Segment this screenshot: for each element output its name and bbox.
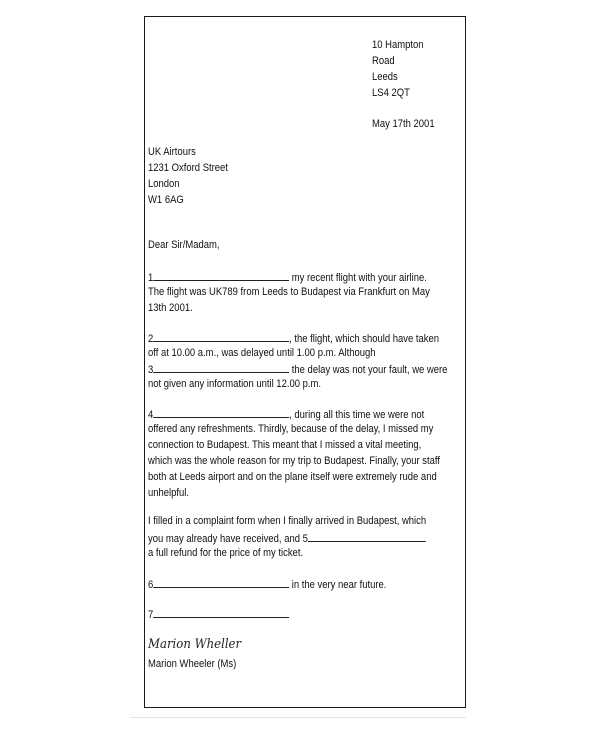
salutation: Dear Sir/Madam, xyxy=(148,239,220,251)
blank-line-2[interactable] xyxy=(153,330,289,342)
recipient-address-line-3: London xyxy=(148,178,180,190)
blank-line-3[interactable] xyxy=(153,361,289,373)
blank-number-5: 5 xyxy=(302,533,308,545)
sender-address-line-3: Leeds xyxy=(372,71,398,83)
paragraph-1-line-1 xyxy=(148,269,427,287)
paragraph-5-text: in the very near future. xyxy=(289,579,387,591)
paragraph-3-text: , during all this time we were not xyxy=(289,409,425,421)
closing-line xyxy=(148,606,289,624)
blank-line-1[interactable] xyxy=(153,269,289,281)
sender-address-line-2: Road xyxy=(372,55,395,67)
paragraph-2-text-3: the delay was not your fault, we were xyxy=(289,364,448,376)
paragraph-4-text: you may already have received, and xyxy=(148,533,303,545)
paragraph-4-line-1: I filled in a complaint form when I finally arrived in Budapest, which xyxy=(148,515,427,527)
blank-number-2: 2 xyxy=(148,333,154,345)
paragraph-2-line-3 xyxy=(148,361,447,379)
paragraph-4-line-3: a full refund for the price of my ticket. xyxy=(148,547,304,559)
blank-number-6: 6 xyxy=(148,579,154,591)
paragraph-1-text: my recent flight with your airline. xyxy=(289,272,427,284)
sender-address-line-1: 10 Hampton xyxy=(372,39,424,51)
paragraph-3-line-5: both at Leeds airport and on the plane itself were extremely rude and xyxy=(148,471,437,483)
blank-number-4: 4 xyxy=(148,409,154,421)
paragraph-4-line-2 xyxy=(148,530,426,548)
paragraph-2-line-1 xyxy=(148,330,439,348)
paragraph-1-line-3: 13th 2001. xyxy=(148,302,193,314)
paragraph-3-line-1 xyxy=(148,406,424,424)
paragraph-2-line-2: off at 10.00 a.m., was delayed until 1.00 p.m. Although xyxy=(148,347,376,359)
blank-number-1: 1 xyxy=(148,272,154,284)
signed-name: Marion Wheeler (Ms) xyxy=(148,658,237,670)
paragraph-2-line-4: not given any information until 12.00 p.m. xyxy=(148,378,322,390)
blank-number-3: 3 xyxy=(148,364,154,376)
blank-line-6[interactable] xyxy=(153,576,289,588)
paragraph-5-line-1 xyxy=(148,576,386,594)
paragraph-3-line-3: connection to Budapest. This meant that I missed a vital meeting, xyxy=(148,439,422,451)
handwritten-signature: Marion Wheller xyxy=(148,637,242,652)
blank-line-4[interactable] xyxy=(153,406,289,418)
recipient-address-line-4: W1 6AG xyxy=(148,194,184,206)
paragraph-3-line-4: which was the whole reason for my trip to Budapest. Finally, your staff xyxy=(148,455,440,467)
letter-date: May 17th 2001 xyxy=(372,118,435,130)
paragraph-3-line-2: offered any refreshments. Thirdly, because of the delay, I missed my xyxy=(148,423,434,435)
paragraph-3-line-6: unhelpful. xyxy=(148,487,190,499)
paragraph-2-text: , the flight, which should have taken xyxy=(289,333,440,345)
page-shadow-line xyxy=(130,717,466,718)
blank-line-7[interactable] xyxy=(153,606,289,618)
blank-number-7: 7 xyxy=(148,609,154,621)
recipient-address-line-2: 1231 Oxford Street xyxy=(148,162,228,174)
blank-line-5[interactable] xyxy=(308,530,426,542)
recipient-address-line-1: UK Airtours xyxy=(148,146,196,158)
paragraph-1-line-2: The flight was UK789 from Leeds to Budapest via Frankfurt on May xyxy=(148,286,430,298)
sender-address-line-4: LS4 2QT xyxy=(372,87,410,99)
